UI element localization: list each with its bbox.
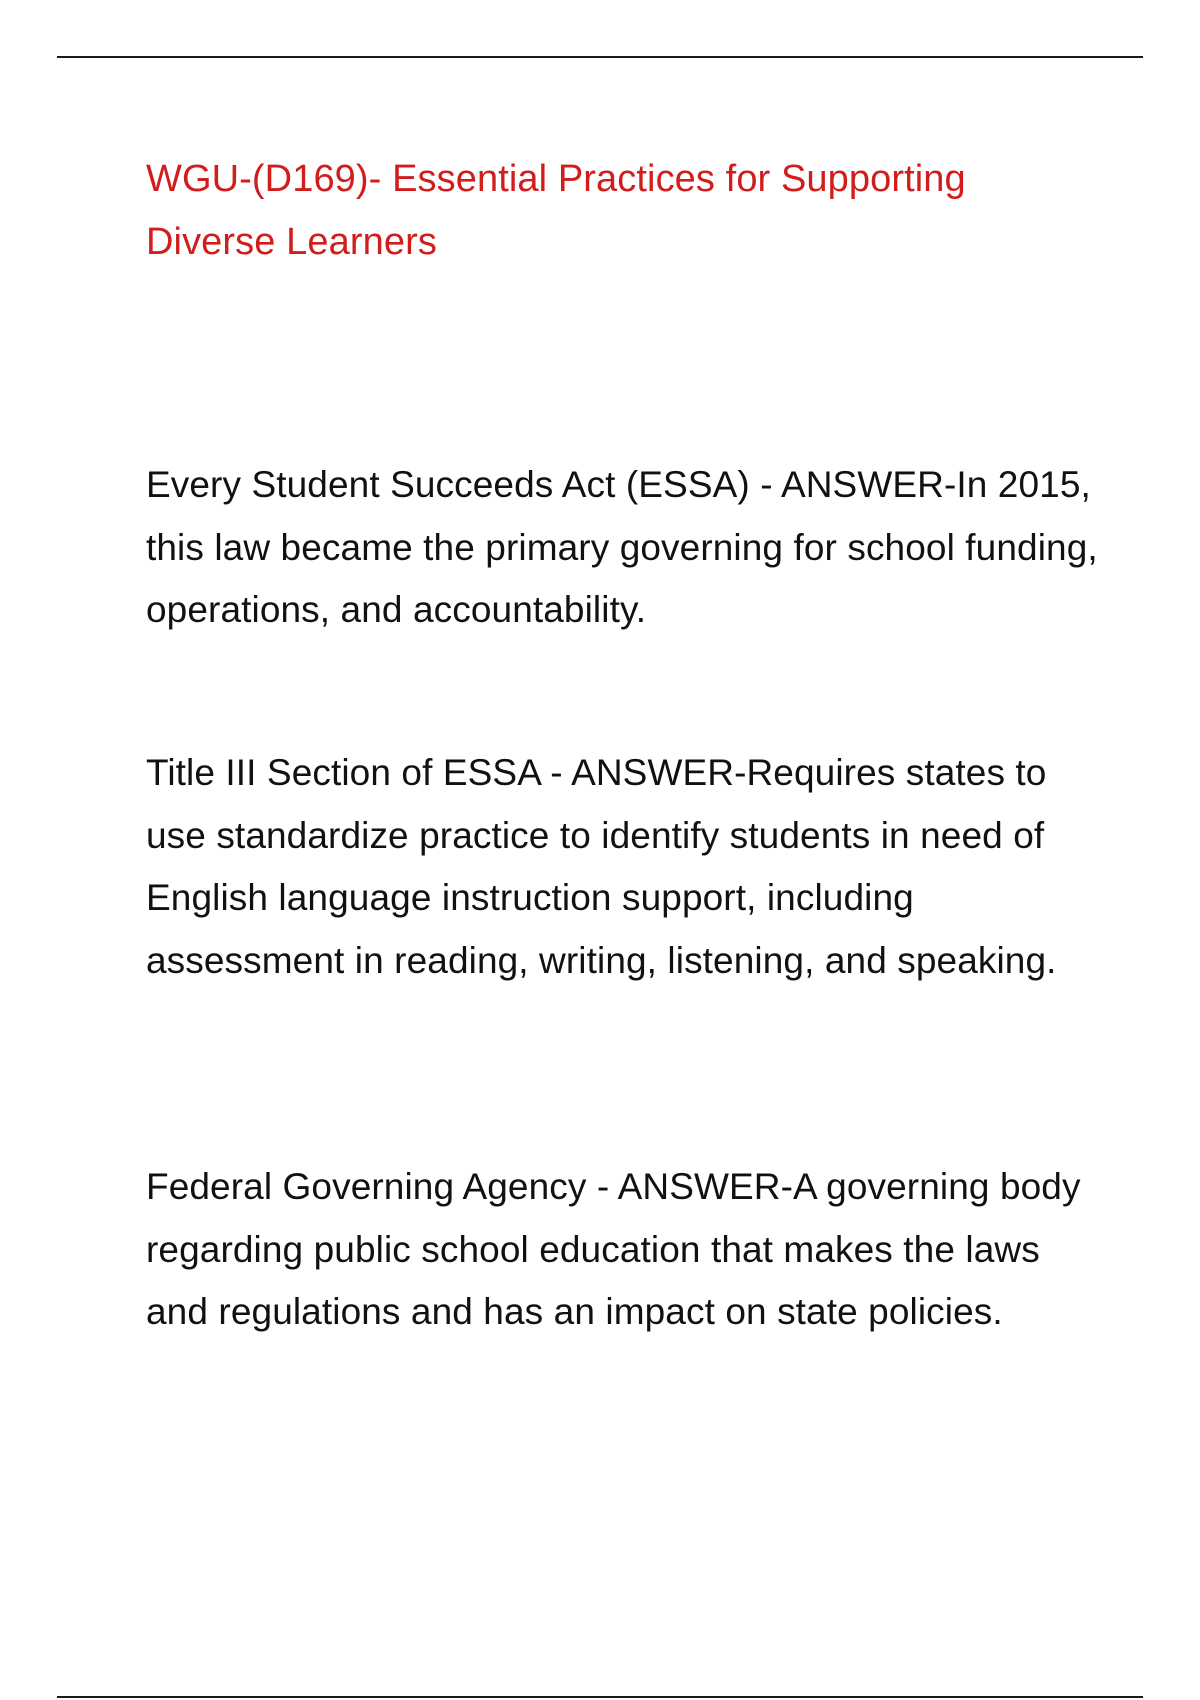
bottom-rule	[57, 1696, 1143, 1698]
flashcard-entry-federal-agency: Federal Governing Agency - ANSWER-A governing body regarding public school education that makes the laws and regulations and has an impact on state policies.	[146, 1166, 1081, 1332]
flashcard-entry-essa: Every Student Succeeds Act (ESSA) - ANSWER-In 2015, this law became the primary governing for school funding, operations, and accountability.	[146, 464, 1098, 630]
top-rule	[57, 56, 1143, 58]
flashcard-entry-title-iii: Title III Section of ESSA - ANSWER-Requires states to use standardize practice to identify students in need of English language instruction support, including assessment in reading, writing, listening, and speaking.	[146, 752, 1057, 981]
document-title: WGU-(D169)- Essential Practices for Supporting Diverse Learners	[146, 158, 966, 263]
